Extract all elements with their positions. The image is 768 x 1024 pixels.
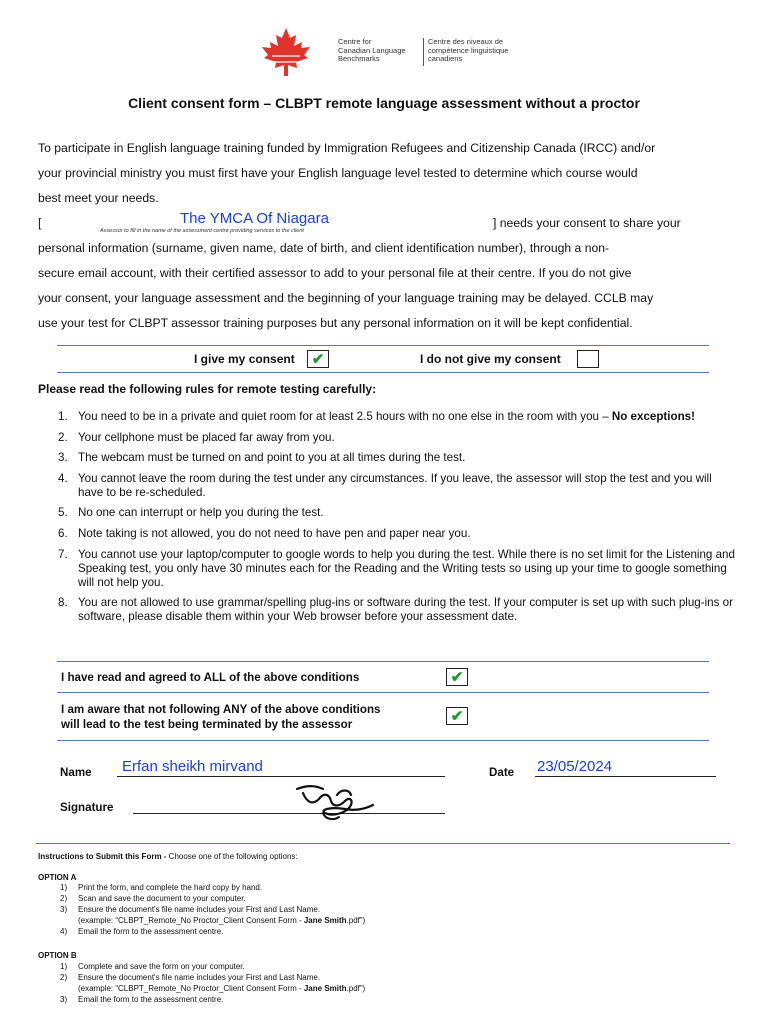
date-label: Date [489, 766, 515, 779]
org-name-french: Centre des niveaux de compétence linguistique canadiens [428, 37, 509, 63]
consent-text-start: ] needs your consent to share your [493, 216, 681, 230]
option-step: (example: “CLBPT_Remote_No Proctor_Client Consent Form - Jane Smith.pdf”) [78, 916, 366, 925]
maple-leaf-icon [258, 26, 314, 78]
rules-list [58, 410, 738, 631]
aware-conditions-checkbox[interactable] [446, 707, 468, 725]
option-step: 2) Scan and save the document to your computer. [60, 894, 246, 903]
section-divider [36, 843, 730, 844]
name-label: Name [60, 766, 92, 779]
rule-item: 7. You cannot use your laptop/computer to google words to help you during the test. While there is no set limit for the Listening and Speaking test, you only have 30 minutes each for the Reading and the Writing tests so using up your time to google something will not help you. [58, 547, 735, 589]
option-step: 1) Print the form, and complete the hard copy by hand. [60, 883, 263, 892]
org-name-english: Centre for Canadian Language Benchmarks [338, 37, 406, 63]
signature-underline [133, 813, 445, 814]
agreed-conditions-row [57, 661, 709, 693]
rule-item: 4. You cannot leave the room during the test under any circumstances. If you leave, the assessor will stop the test and you will have to be re-scheduled. [58, 471, 712, 499]
option-b-steps [60, 961, 680, 1005]
option-b-title: OPTION B [38, 951, 77, 960]
aware-conditions-label: I am aware that not following ANY of the above conditions will lead to the test being terminated by the assessor [61, 703, 381, 731]
option-a-title: OPTION A [38, 873, 77, 882]
rule-item: 8. You are not allowed to use grammar/spelling plug-ins or software during the test. If your computer is set up with such plug-ins or software, please disable them within your Web browser before your assessment date. [58, 596, 733, 624]
option-step: 2) Ensure the document's file name includes your First and Last Name. [60, 973, 321, 982]
rules-title: Please read the following rules for remote testing carefully: [38, 382, 377, 396]
option-step: 1) Complete and save the form on your computer. [60, 962, 245, 971]
date-underline [535, 776, 716, 777]
option-step: (example: “CLBPT_Remote_No Proctor_Client Consent Form - Jane Smith.pdf”) [78, 984, 366, 993]
check-icon: ✔ [311, 351, 325, 368]
submit-instructions-heading: Instructions to Submit this Form - Choose one of the following options: [38, 852, 298, 861]
intro-paragraph: To participate in English language training funded by Immigration Refugees and Citizenship Canada (IRCC) and/or your provincial ministry you must first have your English language level tested to determine which course would best meet your needs. [38, 141, 656, 205]
not-give-consent-checkbox[interactable] [577, 350, 599, 368]
rule-item: 6. Note taking is not allowed, you do not need to have pen and paper near you. [58, 526, 471, 540]
form-title: Client consent form – CLBPT remote language assessment without a proctor [128, 95, 640, 111]
option-step: 3) Ensure the document's file name includes your First and Last Name. [60, 905, 321, 914]
name-date-row [60, 756, 720, 786]
rule-item: 5. No one can interrupt or help you during the test. [58, 506, 324, 520]
cclb-logo [258, 26, 528, 78]
agreed-conditions-checkbox[interactable] [446, 668, 468, 686]
check-icon: ✔ [450, 669, 464, 686]
aware-conditions-row [57, 693, 709, 741]
not-give-consent-label: I do not give my consent [420, 352, 561, 366]
rule-item: 2. Your cellphone must be placed far away from you. [58, 430, 335, 444]
name-field[interactable]: Erfan sheikh mirvand [122, 758, 263, 775]
option-step: 3) Email the form to the assessment centre. [60, 995, 224, 1004]
name-underline [117, 776, 445, 777]
signature-label: Signature [60, 801, 114, 814]
handwritten-signature[interactable] [293, 783, 378, 823]
bracket-open: [ [38, 216, 42, 230]
signature-row [60, 783, 460, 819]
give-consent-checkbox[interactable] [307, 350, 329, 368]
assessment-centre-hint: Assessor to fill in the name of the assessment centre providing services to the client [100, 228, 304, 234]
option-step: 4) Email the form to the assessment centre. [60, 927, 224, 936]
agreed-conditions-label: I have read and agreed to ALL of the above conditions [61, 671, 360, 684]
check-icon: ✔ [450, 708, 464, 725]
assessment-centre-field[interactable]: The YMCA Of Niagara [180, 210, 329, 227]
rule-item: 1. You need to be in a private and quiet room for at least 2.5 hours with no one else in the room with you – No exceptions! [58, 410, 695, 423]
option-a-steps [60, 882, 680, 937]
consent-choice-row [57, 345, 709, 373]
logo-divider [423, 38, 424, 66]
date-field[interactable]: 23/05/2024 [537, 758, 613, 775]
rule-item: 3. The webcam must be turned on and point to you at all times during the test. [58, 451, 466, 465]
consent-paragraph: [ The YMCA Of Niagara Assessor to fill in the name of the assessment centre providing services to the client ] needs your consent to share your personal information (surname, given name, date of birth, and client identification number), through a non- secure email account, with their certified assessor to add to your personal file at their centre. If you do not give your consent, your language assessment and the beginning of your language training may be delayed. CCLB may use your test for CLBPT assessor training purposes but any personal information on it will be kept confidential. [38, 211, 738, 336]
give-consent-label: I give my consent [194, 352, 295, 366]
